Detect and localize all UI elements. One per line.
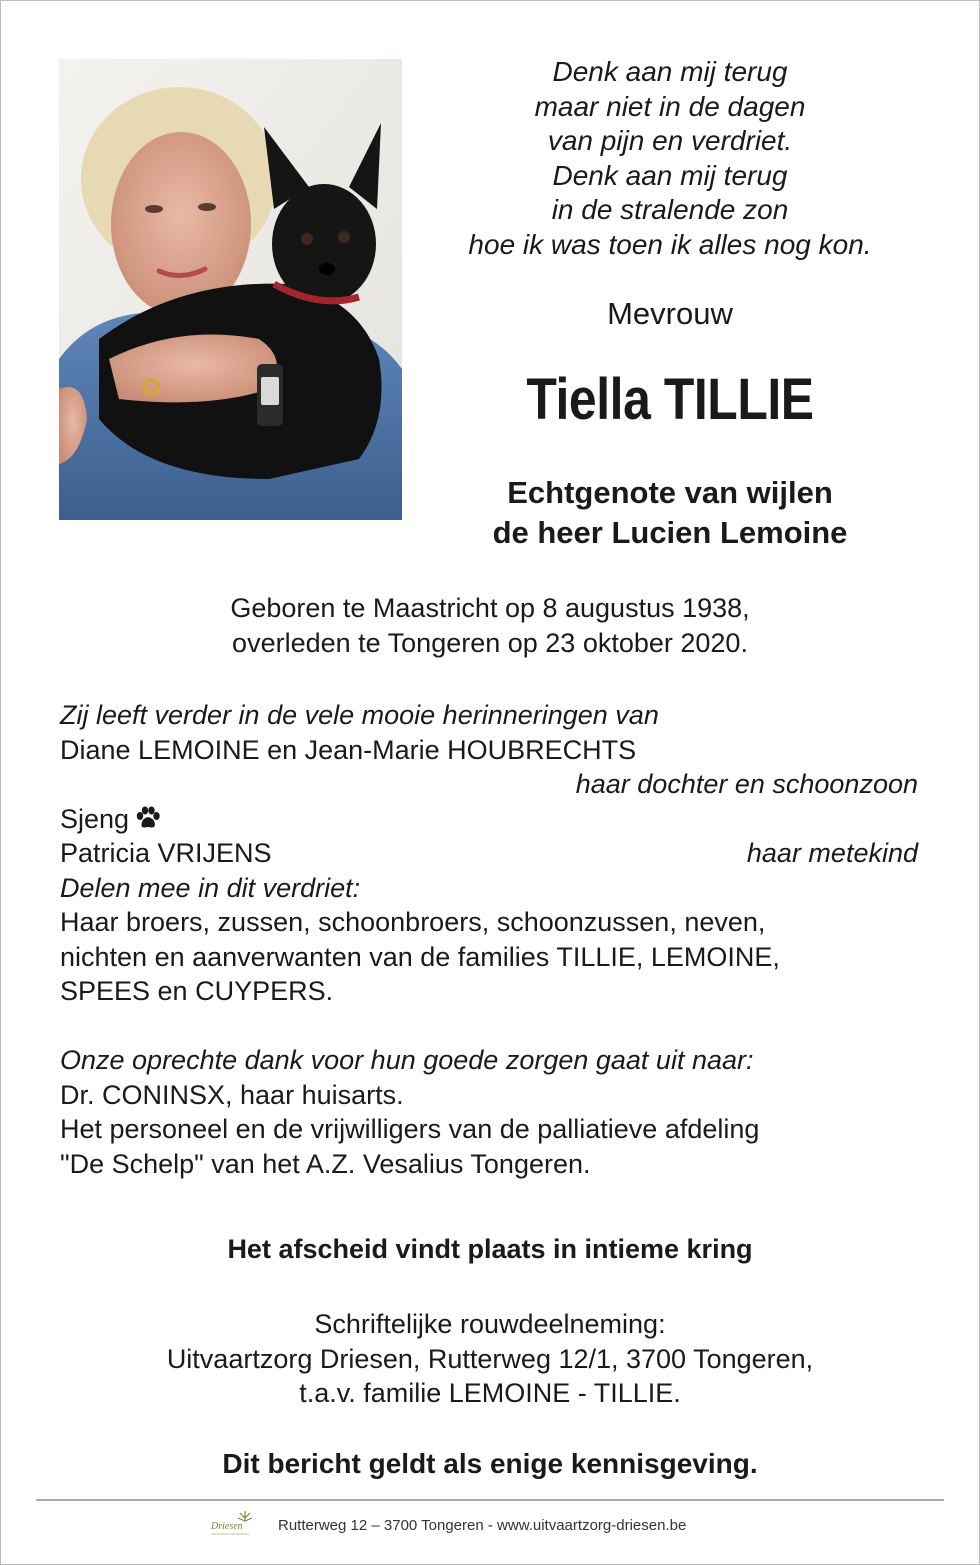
godchild-row — [60, 836, 920, 871]
godchild-name: Patricia VRIJENS — [60, 838, 272, 868]
thanks-line: Dr. CONINSX, haar huisarts. — [60, 1079, 404, 1110]
footer-address: Rutterweg 12 – 3700 Tongeren - www.uitvaartzorg-driesen.be — [278, 1517, 687, 1534]
pet-name: Sjeng — [60, 803, 130, 834]
footer — [0, 1507, 980, 1547]
portrait-photo — [59, 59, 402, 520]
paw-icon — [135, 804, 161, 839]
daughter-relation: haar dochter en schoonzoon — [575, 769, 918, 799]
family-section — [60, 698, 920, 1181]
poem-line: Denk aan mij terug — [552, 159, 788, 191]
spouse-info — [430, 473, 910, 553]
poem-line: van pijn en verdriet. — [547, 125, 793, 156]
condolence-address — [60, 1307, 920, 1411]
condolence-line: Schriftelijke rouwdeelneming: — [314, 1309, 666, 1339]
salutation: Mevrouw — [607, 296, 733, 331]
relatives-line: Haar broers, zussen, schoonbroers, schoonzussen, neven, — [60, 907, 766, 937]
official-notice: Dit bericht geldt als enige kennisgeving. — [222, 1448, 758, 1479]
poem-line: in de stralende zon — [551, 194, 789, 225]
poem-line: maar niet in de dagen — [534, 90, 806, 122]
logo-text: Driesen — [211, 1521, 243, 1532]
condolence-line: Uitvaartzorg Driesen, Rutterweg 12/1, 3700 Tongeren, — [166, 1343, 814, 1374]
footer-divider — [36, 1499, 944, 1501]
thanks-line: Het personeel en de vrijwilligers van de palliatieve afdeling — [60, 1114, 760, 1144]
godchild-relation: haar metekind — [746, 838, 918, 868]
birth-line: Geboren te Maastricht op 8 augustus 1938, — [230, 593, 750, 623]
relatives-line: nichten en aanverwanten van de families TILLIE, LEMOINE, — [60, 941, 780, 972]
poem — [430, 55, 910, 262]
thanks-intro: Onze oprechte dank voor hun goede zorgen gaat uit naar: — [60, 1045, 754, 1075]
daughter-relation-row — [60, 767, 920, 802]
condolence-line: t.a.v. familie LEMOINE - TILLIE. — [299, 1378, 681, 1408]
spouse-line: Echtgenote van wijlen — [507, 475, 833, 510]
daughter-names: Diane LEMOINE en Jean-Marie HOUBRECHTS — [60, 734, 637, 765]
deceased-name: Tiella TILLIE — [526, 367, 814, 432]
driesen-logo — [209, 1507, 259, 1548]
farewell-notice: Het afscheid vindt plaats in intieme kring — [227, 1234, 753, 1264]
pet-row — [60, 802, 920, 837]
share-intro: Delen mee in dit verdriet: — [60, 872, 361, 903]
death-line: overleden te Tongeren op 23 oktober 2020. — [232, 627, 748, 658]
memories-intro: Zij leeft verder in de vele mooie herinneringen van — [60, 700, 659, 730]
spouse-line: de heer Lucien Lemoine — [492, 515, 848, 550]
relatives-line: SPEES en CUYPERS. — [60, 976, 334, 1006]
birth-death-dates — [60, 591, 920, 660]
poem-line: Denk aan mij terug — [552, 56, 788, 87]
thanks-line: "De Schelp" van het A.Z. Vesalius Tongeren. — [60, 1148, 591, 1179]
poem-line: hoe ik was toen ik alles nog kon. — [468, 228, 872, 260]
